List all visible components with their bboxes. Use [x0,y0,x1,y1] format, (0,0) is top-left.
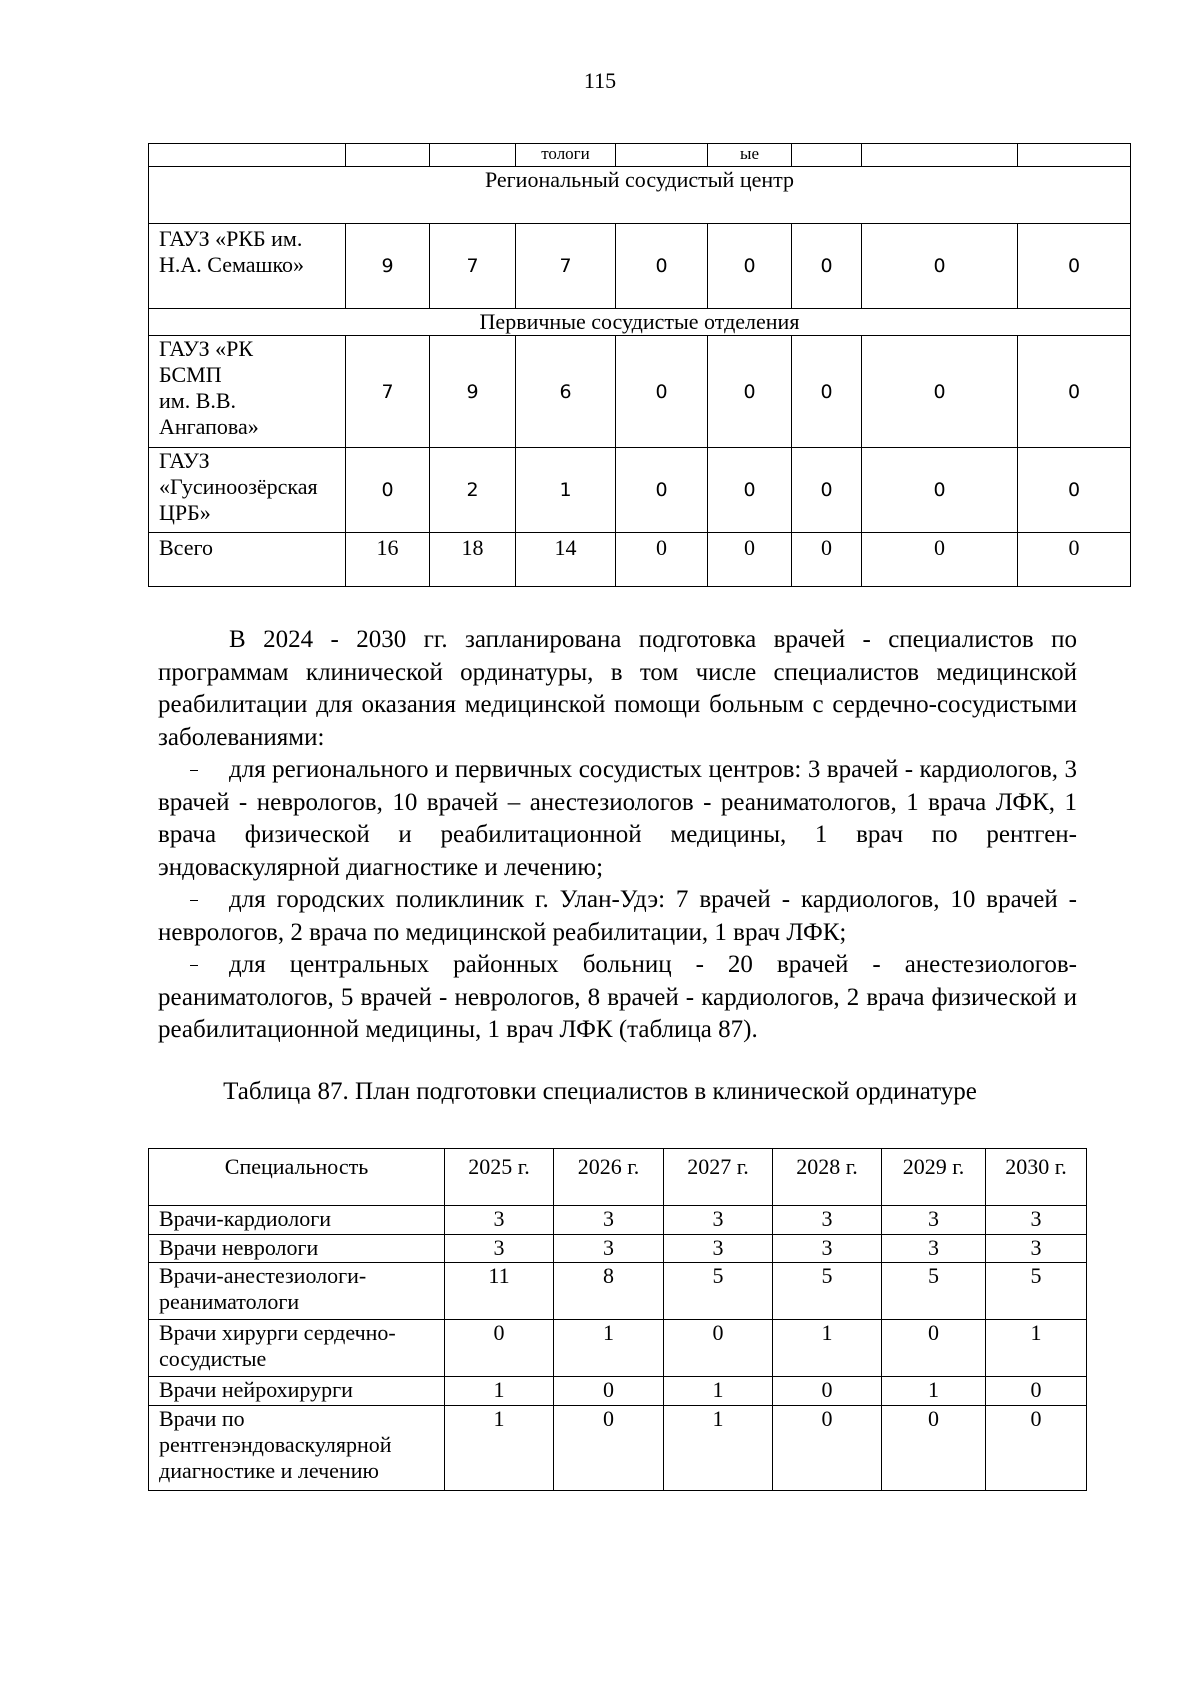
column-header: 2025 г. [445,1149,554,1206]
section-title: Первичные сосудистые отделения [149,309,1131,336]
table-cell: 14 [516,533,616,587]
table-cell: 1 [882,1377,986,1406]
table-cell: 0 [862,448,1018,533]
table-header-fragment-row [149,144,1131,167]
table-cell: 5 [773,1263,882,1320]
table-cell: 1 [516,448,616,533]
column-header: 2029 г. [882,1149,986,1206]
organization-name: ГАУЗ «РК БСМП им. В.В. Ангапова» [149,336,346,448]
table-cell: 0 [986,1377,1087,1406]
section-title: Региональный сосудистый центр [149,167,1131,224]
table-cell: 1 [554,1320,664,1377]
table-cell: 11 [445,1263,554,1320]
specialty-name: Врачи по рентгенэндоваскулярной диагностике и лечению [149,1406,445,1491]
column-header: 2026 г. [554,1149,664,1206]
table-cell: 0 [445,1320,554,1377]
table-cell: 0 [1018,533,1131,587]
organization-name: ГАУЗ «Гусиноозёрская ЦРБ» [149,448,346,533]
total-label: Всего [149,533,346,587]
dash-marker [158,884,229,917]
table-row [149,336,1131,448]
table-cell: 0 [1018,336,1131,448]
header-fragment [792,144,862,167]
table-cell: 0 [616,533,708,587]
table-cell: 1 [664,1377,773,1406]
list-item: для центральных районных больниц - 20 врачей - анестезиологов-реаниматологов, 5 врачей - неврологов, 8 врачей - кардиологов, 2 врача физической и реабилитационной медицины, 1 врач ЛФК (таблица 87). [158,951,1077,1043]
table-cell: 0 [792,224,862,309]
table-row [149,1235,1087,1263]
table-cell: 5 [664,1263,773,1320]
list-item: для регионального и первичных сосудистых центров: 3 врачей - кардиологов, 3 врачей - неврологов, 10 врачей – анестезиологов - реаниматологов, 1 врача ЛФК, 1 врача физической и реабилитационной медицины, 1 врач по рентген-эндоваскулярной диагностике и лечению; [158,756,1077,881]
table-cell: 0 [792,336,862,448]
specialty-name: Врачи хирурги сердечно- сосудистые [149,1320,445,1377]
organization-name: ГАУЗ «РКБ им. Н.А. Семашко» [149,224,346,309]
table-cell: 0 [708,336,792,448]
table-cell: 1 [986,1320,1087,1377]
table-cell: 0 [862,533,1018,587]
section-row [149,309,1131,336]
header-fragment: тологи [516,144,616,167]
table-cell: 7 [346,336,430,448]
table-cell: 16 [346,533,430,587]
table-row [149,1263,1087,1320]
header-fragment: ые [708,144,792,167]
table-cell: 5 [986,1263,1087,1320]
table-cell: 18 [430,533,516,587]
specialty-name: Врачи неврологи [149,1235,445,1263]
specialty-name: Врачи-анестезиологи- реаниматологи [149,1263,445,1320]
header-fragment [346,144,430,167]
table-row [149,448,1131,533]
table-cell: 3 [554,1235,664,1263]
column-header: Специальность [149,1149,445,1206]
table-row [149,1320,1087,1377]
table-cell: 0 [792,448,862,533]
table-cell: 6 [516,336,616,448]
body-text [158,624,1077,1047]
table-cell: 9 [346,224,430,309]
page-number: 115 [583,68,617,93]
table-cell: 5 [882,1263,986,1320]
table-cell: 1 [445,1377,554,1406]
table-cell: 3 [986,1206,1087,1235]
column-header: 2028 г. [773,1149,882,1206]
table-cell: 3 [773,1206,882,1235]
table-row [149,1377,1087,1406]
column-header: 2027 г. [664,1149,773,1206]
table-cell: 0 [862,224,1018,309]
table-cell: 0 [986,1406,1087,1491]
table-cell: 7 [430,224,516,309]
table-cell: 0 [346,448,430,533]
table-cell: 0 [616,448,708,533]
table-cell: 3 [882,1235,986,1263]
table-header-row [149,1149,1087,1206]
table-cell: 9 [430,336,516,448]
dash-marker [158,754,229,787]
table-cell: 0 [708,224,792,309]
table-cell: 2 [430,448,516,533]
table-cell: 3 [445,1235,554,1263]
table-cell: 3 [773,1235,882,1263]
residency-plan-table [148,1148,1087,1491]
table-cell: 0 [708,448,792,533]
table-cell: 0 [616,336,708,448]
table-cell: 1 [664,1406,773,1491]
table-cell: 3 [554,1206,664,1235]
table-row [149,1206,1087,1235]
specialty-name: Врачи-кардиологи [149,1206,445,1235]
table-cell: 0 [664,1320,773,1377]
table-cell: 0 [708,533,792,587]
table-row [149,1406,1087,1491]
column-header: 2030 г. [986,1149,1087,1206]
header-fragment [862,144,1018,167]
table-cell: 0 [792,533,862,587]
header-fragment [616,144,708,167]
table-cell: 3 [664,1206,773,1235]
table-cell: 0 [773,1406,882,1491]
table-cell: 0 [862,336,1018,448]
table-cell: 1 [445,1406,554,1491]
header-fragment [149,144,346,167]
table-cell: 0 [773,1377,882,1406]
intro-paragraph: В 2024 - 2030 гг. запланирована подготовка врачей - специалистов по программам клинической ординатуры, в том числе специалистов медицинской реабилитации для оказания медицинской помощи больным с сердечно-сосудистыми заболеваниями: [158,626,1077,751]
table-cell: 1 [773,1320,882,1377]
total-row [149,533,1131,587]
list-item: для городских поликлиник г. Улан-Удэ: 7 врачей - кардиологов, 10 врачей - неврологов, 2 врача по медицинской реабилитации, 1 врач ЛФК; [158,886,1077,946]
table-cell: 3 [445,1206,554,1235]
specialty-name: Врачи нейрохирурги [149,1377,445,1406]
table-caption: Таблица 87. План подготовки специалистов в клинической ординатуре [223,1078,977,1105]
table-cell: 7 [516,224,616,309]
table-cell: 0 [882,1320,986,1377]
table-cell: 0 [554,1406,664,1491]
table-cell: 3 [664,1235,773,1263]
table-row [149,224,1131,309]
table-cell: 0 [882,1406,986,1491]
table-cell: 0 [1018,448,1131,533]
table-cell: 0 [1018,224,1131,309]
table-cell: 0 [616,224,708,309]
section-row [149,167,1131,224]
table-cell: 8 [554,1263,664,1320]
header-fragment [430,144,516,167]
table-cell: 3 [882,1206,986,1235]
dash-marker [158,949,229,982]
table-cell: 0 [554,1377,664,1406]
header-fragment [1018,144,1131,167]
vascular-centers-table [148,143,1131,587]
table-cell: 3 [986,1235,1087,1263]
